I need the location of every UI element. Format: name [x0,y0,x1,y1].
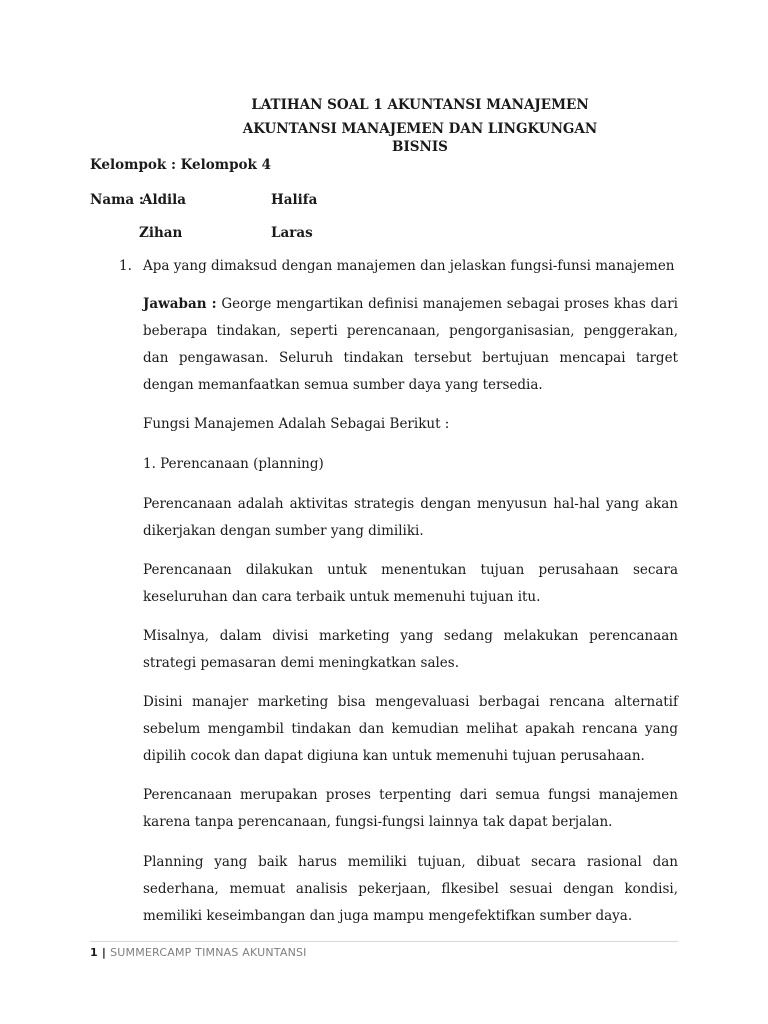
member-name: Zihan [139,225,183,241]
page-footer [90,946,307,959]
footer-separator: | [101,946,107,959]
member-name: Aldila [142,192,187,208]
document-title-line1: LATIHAN SOAL 1 AKUNTANSI MANAJEMEN [251,97,589,113]
paragraph: Planning yang baik harus memiliki tujuan, dibuat secara rasional dan sederhana, memuat analisis pekerjaan, flkesibel sesuai dengan kondisi, memiliki keseimbangan dan juga mampu mengefektifkan sumber daya. [143,854,678,924]
page-number: 1 [90,946,98,959]
paragraph: Misalnya, dalam divisi marketing yang sedang melakukan perencanaan strategi pemasaran demi meningkatkan sales. [143,628,678,671]
document-title-line3: BISNIS [392,139,448,155]
footer-rule [90,941,678,942]
paragraph: Perencanaan dilakukan untuk menentukan tujuan perusahaan secara keseluruhan dan cara terbaik untuk memenuhi tujuan itu. [143,562,678,605]
members-label: Nama : [90,192,144,208]
paragraph: Fungsi Manajemen Adalah Sebagai Berikut : [143,416,450,432]
paragraph: Disini manajer marketing bisa mengevaluasi berbagai rencana alternatif sebelum mengambil tindakan dan kemudian melihat apakah rencana yang dipilih cocok dan dapat digiuna kan untuk memenuhi tujuan perusahaan. [143,694,678,764]
footer-text: SUMMERCAMP TIMNAS AKUNTANSI [110,946,307,959]
member-name: Laras [271,225,313,241]
answer-text: George mengartikan definisi manajemen sebagai proses khas dari beberapa tindakan, seperti perencanaan, pengorganisasian, penggerakan, dan pengawasan. Seluruh tindakan tersebut bertujuan mencapai target dengan memanfaatkan semua sumber daya yang tersedia. [143,296,678,393]
paragraph: Perencanaan merupakan proses terpenting dari semua fungsi manajemen karena tanpa perencanaan, fungsi-fungsi lainnya tak dapat berjalan. [143,787,678,830]
question-number: 1. [119,258,132,274]
document-title-line2: AKUNTANSI MANAJEMEN DAN LINGKUNGAN [242,121,598,137]
question-text: Apa yang dimaksud dengan manajemen dan jelaskan fungsi-funsi manajemen [143,258,675,274]
paragraph: Perencanaan adalah aktivitas strategis dengan menyusun hal-hal yang akan dikerjakan dengan sumber yang dimiliki. [143,496,678,539]
paragraph: 1. Perencanaan (planning) [143,456,324,472]
group-label: Kelompok : Kelompok 4 [90,157,271,173]
answer-paragraph [143,291,678,399]
member-name: Halifa [271,192,318,208]
answer-label: Jawaban : [143,296,217,312]
